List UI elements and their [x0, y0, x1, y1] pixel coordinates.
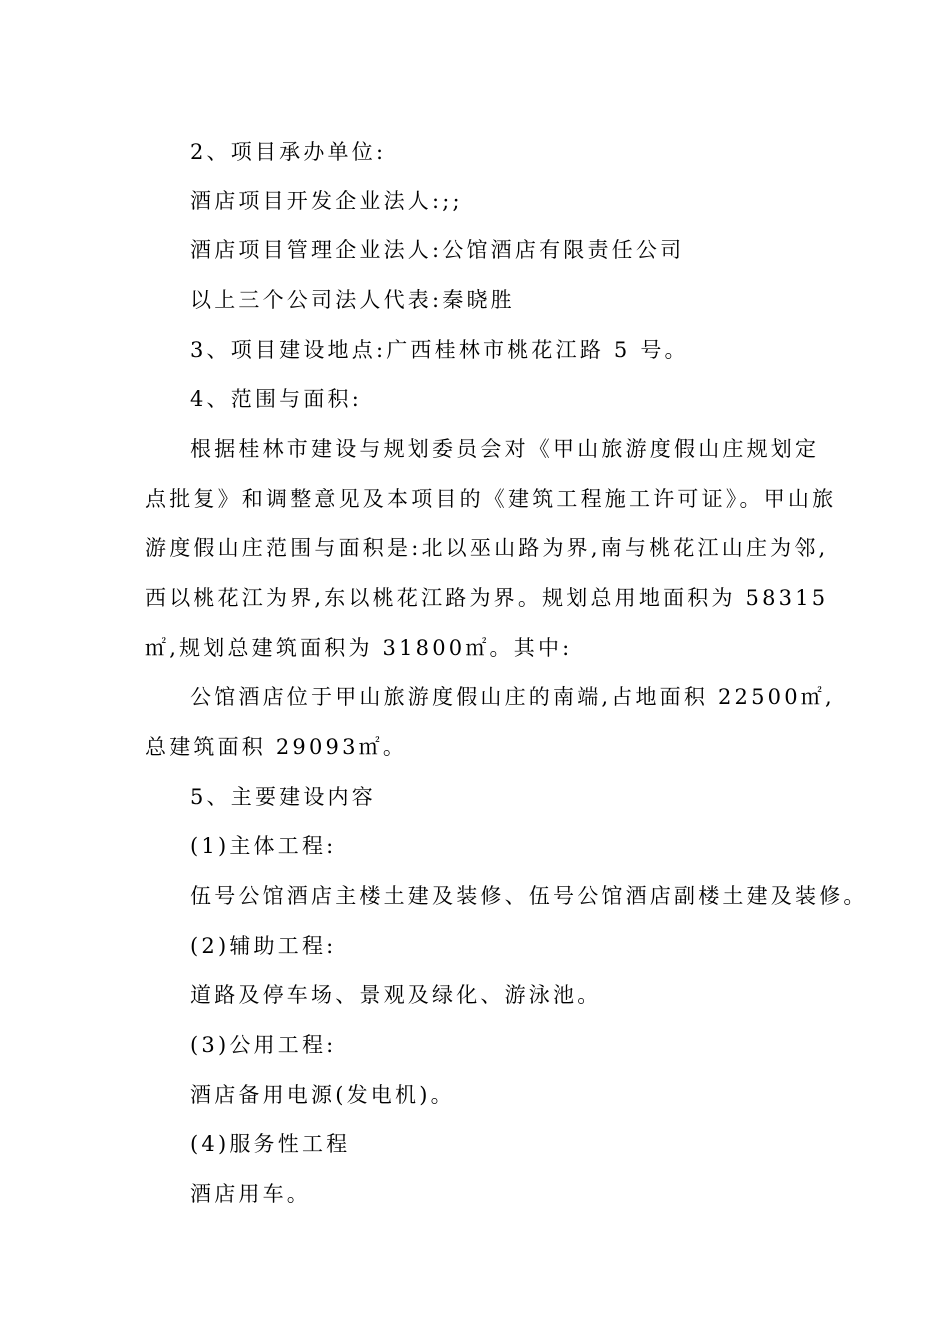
paragraph-main-works: 伍号公馆酒店主楼土建及装修、伍号公馆酒店副楼土建及装修。 [190, 884, 868, 908]
section-heading-scope: 4、范围与面积: [190, 387, 363, 411]
subheading-auxiliary-works: (2)辅助工程: [190, 934, 337, 958]
subheading-public-works: (3)公用工程: [190, 1033, 337, 1057]
paragraph-legal-rep: 以上三个公司法人代表:秦晓胜 [190, 288, 515, 312]
paragraph-developer: 酒店项目开发企业法人:;; [190, 189, 463, 213]
paragraph-scope-line: 点批复》和调整意见及本项目的《建筑工程施工许可证》。甲山旅 [145, 487, 837, 511]
paragraph-hotel-area-line: 公馆酒店位于甲山旅游度假山庄的南端,占地面积 22500㎡, [190, 685, 835, 709]
section-heading-location: 3、项目建设地点:广西桂林市桃花江路 5 号。 [190, 338, 689, 362]
paragraph-service-works: 酒店用车。 [190, 1182, 311, 1206]
paragraph-auxiliary-works: 道路及停车场、景观及绿化、游泳池。 [190, 983, 602, 1007]
paragraph-hotel-area-line: 总建筑面积 29093㎡。 [145, 735, 408, 759]
section-heading-sponsor: 2、项目承办单位: [190, 140, 387, 164]
subheading-main-works: (1)主体工程: [190, 834, 337, 858]
paragraph-public-works: 酒店备用电源(发电机)。 [190, 1083, 455, 1107]
paragraph-scope-line: 游度假山庄范围与面积是:北以巫山路为界,南与桃花江山庄为邻, [145, 536, 829, 560]
paragraph-scope-line: 西以桃花江为界,东以桃花江路为界。规划总用地面积为 58315 [145, 586, 829, 610]
paragraph-scope-line: ㎡,规划总建筑面积为 31800㎡。其中: [145, 636, 573, 660]
section-heading-construction: 5、主要建设内容 [190, 785, 376, 809]
subheading-service-works: (4)服务性工程 [190, 1132, 351, 1156]
paragraph-scope-line: 根据桂林市建设与规划委员会对《甲山旅游度假山庄规划定 [190, 437, 820, 461]
paragraph-manager: 酒店项目管理企业法人:公馆酒店有限责任公司 [190, 238, 685, 262]
